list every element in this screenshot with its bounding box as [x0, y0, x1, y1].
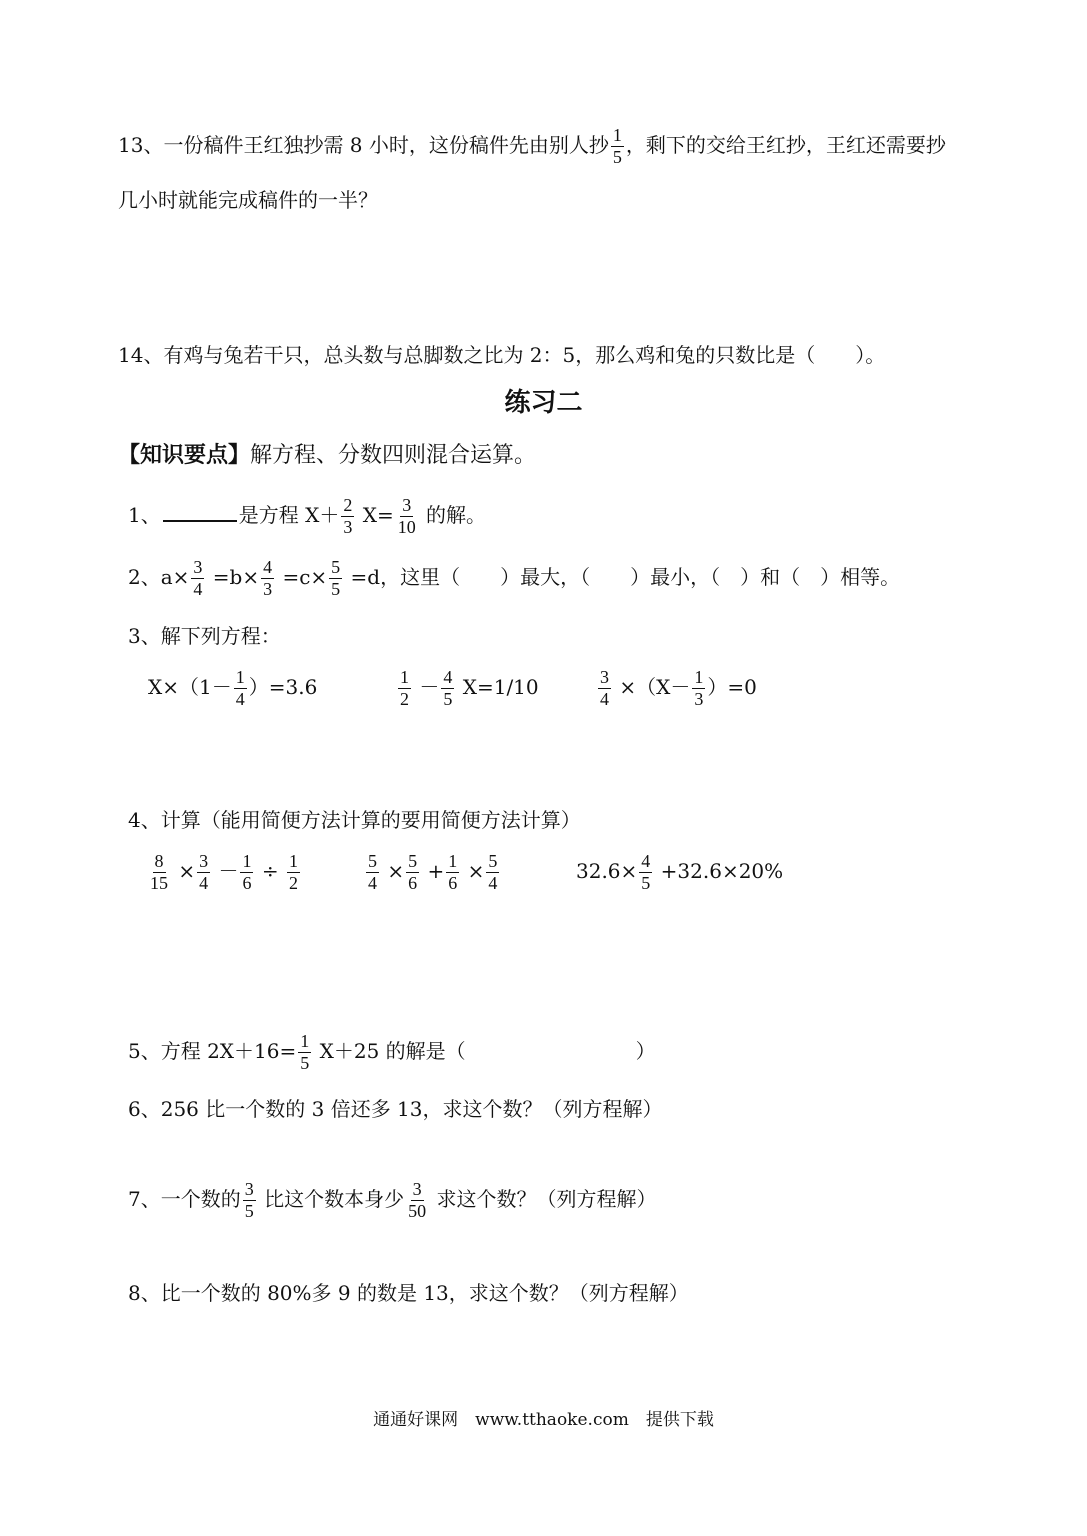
problem-5-text-c: ）: [635, 1038, 656, 1063]
equation-2-text-b: X=1/10: [456, 674, 539, 699]
section-title: 练习二: [504, 388, 583, 418]
problem-2-text-2: =b×: [206, 564, 260, 589]
problem-2-text-1: 2、a×: [128, 564, 190, 589]
knowledge-text: 解方程、分数四则混合运算。: [250, 443, 537, 468]
calc-2-op-c: ×: [461, 858, 485, 883]
equation-2-text-a: －: [413, 674, 440, 699]
fraction-5-5: $\frac{5}{5}$: [331, 557, 341, 599]
fraction-4-5: $\frac{4}{5}$: [443, 667, 453, 709]
fraction-5-4: $\frac{5}{4}$: [368, 851, 377, 893]
problem-2-text-4: =d，这里（ ）最大，（ ）最小，（ ）和（ ）相等。: [344, 564, 901, 589]
problem-5-text-b: X＋25 的解是（: [313, 1038, 466, 1063]
fraction-3-5: $\frac{3}{5}$: [244, 1179, 254, 1221]
equation-3: [596, 668, 757, 709]
fraction-1-2: $\frac{1}{2}$: [400, 667, 409, 709]
fraction-4-3: $\frac{4}{3}$: [263, 557, 273, 599]
calc-1-op-b: －: [212, 858, 239, 883]
fraction-3-10: $\frac{3}{10}$: [397, 495, 416, 537]
equation-1: [148, 668, 317, 709]
knowledge-label: 【知识要点】: [118, 443, 251, 468]
fraction-3-4: $\frac{3}{4}$: [600, 667, 609, 709]
fraction-3-50: $\frac{3}{50}$: [408, 1179, 427, 1221]
calc-1-op-c: ÷: [255, 858, 285, 883]
problem-4-title: 4、计算（能用简便方法计算的要用简便方法计算）: [128, 808, 581, 832]
fraction-8-15: $\frac{8}{15}$: [150, 851, 168, 893]
q13-line2: 几小时就能完成稿件的一半？: [118, 188, 378, 212]
fraction-1-3: $\frac{1}{3}$: [694, 667, 704, 709]
page-footer: 通通好课网 www.tthaoke.com 提供下载: [373, 1410, 714, 1430]
calc-2-op-a: ×: [381, 858, 405, 883]
calc-3-text-a: 32.6×: [576, 858, 638, 883]
fraction-2-3: $\frac{2}{3}$: [343, 495, 353, 537]
calculation-2: [364, 852, 501, 893]
calc-2-op-b: +: [421, 858, 445, 883]
problem-5: [128, 1032, 656, 1073]
q14-text: 14、有鸡与兔若干只，总头数与总脚数之比为 2：5，那么鸡和兔的只数比是（ ）。: [118, 343, 886, 367]
problem-1-text-a: 是方程 X＋: [238, 502, 340, 527]
problem-3-title: 3、解下列方程：: [128, 624, 281, 648]
problem-6: 6、256 比一个数的 3 倍还多 13，求这个数？（列方程解）: [128, 1097, 663, 1121]
problem-7: [128, 1180, 656, 1221]
fraction-4-5: $\frac{4}{5}$: [641, 851, 651, 893]
problem-2-text-3: =c×: [276, 564, 328, 589]
q13-line1: [118, 126, 946, 167]
equation-3-text-b: ）=0: [707, 674, 757, 699]
fraction-3-4: $\frac{3}{4}$: [193, 557, 203, 599]
problem-1-text-b: X=: [356, 502, 394, 527]
problem-5-text-a: 5、方程 2X＋16=: [128, 1038, 297, 1063]
fraction-1-6: $\frac{1}{6}$: [448, 851, 458, 893]
fraction-1-6: $\frac{1}{6}$: [242, 851, 252, 893]
q13-text-b: ，剩下的交给王红抄，王红还需要抄: [625, 132, 946, 157]
q13-text-a: 13、一份稿件王红独抄需 8 小时，这份稿件先由别人抄: [118, 132, 609, 157]
problem-1-number: 1、: [128, 502, 161, 527]
equation-1-text-a: X×（1－: [148, 674, 232, 699]
fraction-1-2: $\frac{1}{2}$: [288, 851, 298, 893]
problem-7-text-b: 比这个数本身少: [257, 1186, 405, 1211]
problem-1: [128, 496, 486, 537]
equation-3-text-a: ×（X－: [613, 674, 691, 699]
calc-3-text-b: +32.6×20%: [654, 858, 784, 883]
fraction-5-6: $\frac{5}{6}$: [408, 851, 418, 893]
problem-7-text-c: 求这个数？（列方程解）: [430, 1186, 657, 1211]
fraction-1-5: $\frac{1}{5}$: [300, 1031, 310, 1073]
calc-1-op-a: ×: [172, 858, 196, 883]
fraction-5-4: $\frac{5}{4}$: [488, 851, 498, 893]
problem-2: [128, 558, 900, 599]
calculation-3: [576, 852, 783, 893]
problem-1-text-c: 的解。: [419, 502, 487, 527]
q13-fraction: $\frac{1}{5}$: [612, 125, 622, 167]
knowledge-points: [118, 443, 536, 469]
problem-8: 8、比一个数的 80%多 9 的数是 13，求这个数？（列方程解）: [128, 1281, 689, 1305]
problem-7-text-a: 7、一个数的: [128, 1186, 241, 1211]
fraction-1-4: $\frac{1}{4}$: [235, 667, 245, 709]
equation-1-text-b: ）=3.6: [248, 674, 318, 699]
calculation-1: [146, 852, 302, 893]
answer-blank[interactable]: [163, 519, 237, 522]
fraction-3-4: $\frac{3}{4}$: [199, 851, 209, 893]
equation-2: [396, 668, 539, 709]
